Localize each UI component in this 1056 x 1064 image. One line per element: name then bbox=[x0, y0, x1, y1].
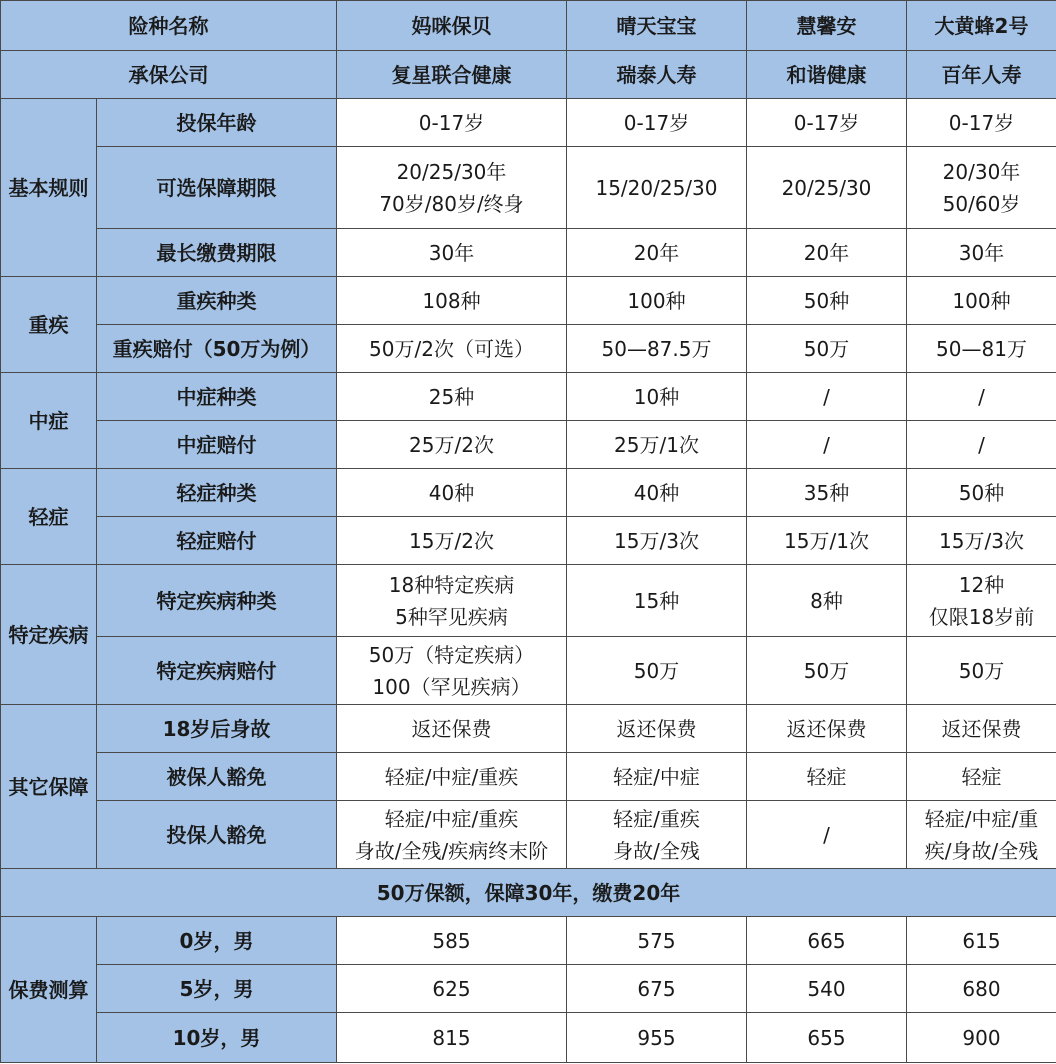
product-name: 慧馨安 bbox=[796, 13, 857, 38]
premium-value-cell bbox=[907, 917, 1056, 965]
row-label-cell bbox=[97, 469, 337, 517]
value-cell bbox=[907, 753, 1056, 801]
premium-value: 815 bbox=[432, 1025, 471, 1050]
product-name: 大黄蜂2号 bbox=[934, 13, 1029, 38]
value-text: 108种 bbox=[422, 288, 481, 313]
premium-value-cell bbox=[337, 1013, 567, 1063]
value-text: 轻症 bbox=[806, 764, 847, 789]
table-row bbox=[1, 869, 1056, 917]
insurer-cell bbox=[747, 51, 907, 99]
row-label: 可选保障期限 bbox=[156, 175, 277, 200]
value-cell bbox=[337, 753, 567, 801]
value-cell bbox=[907, 277, 1056, 325]
value-text: 10种 bbox=[633, 384, 680, 409]
product-name: 妈咪保贝 bbox=[411, 13, 492, 38]
value-cell bbox=[747, 373, 907, 421]
product-name-cell bbox=[747, 1, 907, 51]
value-text: 轻症/中症/重疾 bbox=[384, 764, 519, 789]
premium-value-cell bbox=[747, 965, 907, 1013]
premium-value: 615 bbox=[962, 928, 1001, 953]
value-cell bbox=[747, 421, 907, 469]
premium-value: 540 bbox=[807, 976, 846, 1001]
premium-value-cell bbox=[337, 965, 567, 1013]
value-text: 返还保费 bbox=[616, 716, 697, 741]
premium-value: 675 bbox=[637, 976, 676, 1001]
row-label: 10岁，男 bbox=[172, 1025, 261, 1050]
premium-value: 585 bbox=[432, 928, 471, 953]
value-text: 50万 bbox=[803, 658, 850, 683]
value-text: / bbox=[823, 384, 830, 409]
row-label: 轻症种类 bbox=[176, 480, 257, 505]
value-cell bbox=[907, 469, 1056, 517]
row-label-cell bbox=[97, 705, 337, 753]
table-row bbox=[1, 705, 1056, 753]
table-row bbox=[1, 229, 1056, 277]
table-row bbox=[1, 469, 1056, 517]
insurer-name: 百年人寿 bbox=[941, 62, 1022, 87]
value-cell bbox=[337, 325, 567, 373]
value-cell bbox=[567, 753, 747, 801]
section-label bbox=[1, 705, 97, 869]
value-cell bbox=[747, 801, 907, 869]
premium-value: 655 bbox=[807, 1025, 846, 1050]
row-label-cell bbox=[97, 325, 337, 373]
value-cell bbox=[747, 277, 907, 325]
row-label: 最长缴费期限 bbox=[156, 240, 277, 265]
value-cell bbox=[907, 325, 1056, 373]
insurer-cell bbox=[337, 51, 567, 99]
value-text: 50—87.5万 bbox=[601, 336, 712, 361]
value-text: 0-17岁 bbox=[948, 110, 1015, 135]
product-name-cell bbox=[907, 1, 1056, 51]
header-label: 险种名称 bbox=[128, 13, 209, 38]
premium-value-cell bbox=[337, 917, 567, 965]
row-label-cell bbox=[97, 373, 337, 421]
value-text: / bbox=[978, 432, 985, 457]
section-label bbox=[1, 917, 97, 1063]
value-cell bbox=[567, 469, 747, 517]
insurer-cell bbox=[907, 51, 1056, 99]
value-text: 返还保费 bbox=[411, 716, 492, 741]
row-label-cell bbox=[97, 565, 337, 637]
table-row bbox=[1, 517, 1056, 565]
value-text: 50万 bbox=[958, 658, 1005, 683]
value-text: 0-17岁 bbox=[418, 110, 485, 135]
value-cell bbox=[567, 517, 747, 565]
table-row bbox=[1, 99, 1056, 147]
value-cell bbox=[747, 565, 907, 637]
row-label: 18岁后身故 bbox=[162, 716, 271, 741]
row-label-cell bbox=[97, 801, 337, 869]
premium-value-cell bbox=[747, 1013, 907, 1063]
value-text: 50/60岁 bbox=[942, 191, 1021, 216]
insurer-name: 复星联合健康 bbox=[391, 62, 512, 87]
row-label-cell bbox=[97, 99, 337, 147]
value-cell bbox=[907, 565, 1056, 637]
value-text: 50种 bbox=[958, 480, 1005, 505]
value-cell bbox=[567, 147, 747, 229]
value-cell bbox=[567, 565, 747, 637]
table-row bbox=[1, 147, 1056, 229]
section-name: 轻症 bbox=[28, 504, 69, 529]
insurer-name: 和谐健康 bbox=[786, 62, 867, 87]
value-cell bbox=[907, 99, 1056, 147]
table-row bbox=[1, 965, 1056, 1013]
value-cell bbox=[337, 229, 567, 277]
section-name: 基本规则 bbox=[8, 175, 89, 200]
value-text: 返还保费 bbox=[941, 716, 1022, 741]
product-name-cell bbox=[337, 1, 567, 51]
premium-value-cell bbox=[747, 917, 907, 965]
value-text: 50—81万 bbox=[936, 336, 1027, 361]
row-label-cell bbox=[97, 421, 337, 469]
premium-value: 625 bbox=[432, 976, 471, 1001]
value-cell bbox=[907, 421, 1056, 469]
value-text: 25万/2次 bbox=[409, 432, 494, 457]
value-text: 5种罕见疾病 bbox=[395, 604, 508, 629]
value-text: 20年 bbox=[803, 240, 850, 265]
table-row bbox=[1, 801, 1056, 869]
insurer-label: 承保公司 bbox=[128, 62, 209, 87]
row-label: 特定疾病赔付 bbox=[156, 658, 277, 683]
row-label: 5岁，男 bbox=[179, 976, 254, 1001]
value-cell bbox=[567, 637, 747, 705]
value-text: 15种 bbox=[633, 588, 680, 613]
value-text: 轻症/中症/重 bbox=[924, 806, 1039, 831]
value-cell bbox=[337, 373, 567, 421]
product-name-cell bbox=[567, 1, 747, 51]
value-cell bbox=[747, 99, 907, 147]
value-cell bbox=[567, 325, 747, 373]
insurer-cell bbox=[567, 51, 747, 99]
section-label bbox=[1, 277, 97, 373]
value-text: 50种 bbox=[803, 288, 850, 313]
value-cell bbox=[337, 637, 567, 705]
value-text: 15/20/25/30 bbox=[595, 175, 718, 200]
row-label: 重疾赔付（50万为例） bbox=[112, 336, 321, 361]
value-cell bbox=[907, 517, 1056, 565]
row-label-cell bbox=[97, 637, 337, 705]
value-text: 轻症/重疾 bbox=[613, 806, 700, 831]
value-text: 20年 bbox=[633, 240, 680, 265]
value-cell bbox=[747, 753, 907, 801]
table-row bbox=[1, 1013, 1056, 1063]
section-name: 特定疾病 bbox=[8, 622, 89, 647]
table-row bbox=[1, 51, 1056, 99]
value-text: 轻症/中症/重疾 bbox=[384, 806, 519, 831]
value-text: 40种 bbox=[428, 480, 475, 505]
value-cell bbox=[567, 373, 747, 421]
value-cell bbox=[337, 565, 567, 637]
section-name: 保费测算 bbox=[8, 977, 89, 1002]
value-cell bbox=[337, 517, 567, 565]
row-label-cell bbox=[97, 753, 337, 801]
premium-value: 575 bbox=[637, 928, 676, 953]
value-text: 15万/2次 bbox=[409, 528, 494, 553]
premium-value-cell bbox=[567, 1013, 747, 1063]
premium-value-cell bbox=[567, 917, 747, 965]
value-text: 15万/3次 bbox=[614, 528, 699, 553]
value-cell bbox=[747, 229, 907, 277]
row-label-cell bbox=[97, 917, 337, 965]
insurer-name: 瑞泰人寿 bbox=[616, 62, 697, 87]
row-label: 中症赔付 bbox=[176, 432, 257, 457]
premium-value-cell bbox=[907, 965, 1056, 1013]
value-cell bbox=[337, 801, 567, 869]
premium-value: 680 bbox=[962, 976, 1001, 1001]
value-cell bbox=[337, 99, 567, 147]
value-cell bbox=[907, 229, 1056, 277]
premium-value-cell bbox=[907, 1013, 1056, 1063]
value-cell bbox=[907, 373, 1056, 421]
value-text: / bbox=[823, 822, 830, 847]
insurer-label-cell bbox=[1, 51, 337, 99]
value-text: 身故/全残 bbox=[613, 838, 700, 863]
value-text: 20/25/30年 bbox=[396, 159, 507, 184]
row-label: 中症种类 bbox=[176, 384, 257, 409]
value-cell bbox=[567, 229, 747, 277]
value-cell bbox=[337, 147, 567, 229]
value-cell bbox=[747, 469, 907, 517]
value-cell bbox=[747, 705, 907, 753]
value-text: 仅限18岁前 bbox=[928, 604, 1035, 629]
value-cell bbox=[907, 801, 1056, 869]
table-row bbox=[1, 753, 1056, 801]
row-label: 投保年龄 bbox=[176, 110, 257, 135]
value-text: 轻症/中症 bbox=[613, 764, 700, 789]
premium-value: 955 bbox=[637, 1025, 676, 1050]
value-cell bbox=[567, 99, 747, 147]
value-text: 25种 bbox=[428, 384, 475, 409]
value-text: / bbox=[823, 432, 830, 457]
value-cell bbox=[907, 637, 1056, 705]
table-row bbox=[1, 917, 1056, 965]
value-text: 18种特定疾病 bbox=[388, 572, 515, 597]
value-cell bbox=[337, 469, 567, 517]
value-text: 12种 bbox=[958, 572, 1005, 597]
value-cell bbox=[747, 637, 907, 705]
section-label bbox=[1, 565, 97, 705]
section-name: 重疾 bbox=[28, 312, 69, 337]
premium-value-cell bbox=[567, 965, 747, 1013]
value-text: 50万/2次（可选） bbox=[369, 336, 534, 361]
value-cell bbox=[567, 705, 747, 753]
table-row bbox=[1, 373, 1056, 421]
value-text: 70岁/80岁/终身 bbox=[379, 191, 524, 216]
row-label-cell bbox=[97, 965, 337, 1013]
row-label: 特定疾病种类 bbox=[156, 588, 277, 613]
value-cell bbox=[337, 277, 567, 325]
row-label-cell bbox=[97, 277, 337, 325]
value-cell bbox=[747, 517, 907, 565]
value-text: 返还保费 bbox=[786, 716, 867, 741]
header-cell bbox=[1, 1, 337, 51]
value-cell bbox=[907, 705, 1056, 753]
section-label bbox=[1, 373, 97, 469]
table-row bbox=[1, 565, 1056, 637]
row-label-cell bbox=[97, 1013, 337, 1063]
row-label: 轻症赔付 bbox=[176, 528, 257, 553]
value-text: 0-17岁 bbox=[623, 110, 690, 135]
value-cell bbox=[337, 421, 567, 469]
value-text: 40种 bbox=[633, 480, 680, 505]
section-label bbox=[1, 99, 97, 277]
value-cell bbox=[907, 147, 1056, 229]
value-text: 20/25/30 bbox=[781, 175, 872, 200]
value-text: 50万 bbox=[803, 336, 850, 361]
value-text: / bbox=[978, 384, 985, 409]
value-text: 轻症 bbox=[961, 764, 1002, 789]
value-text: 50万（特定疾病） bbox=[368, 642, 535, 667]
value-text: 50万 bbox=[633, 658, 680, 683]
row-label: 0岁，男 bbox=[179, 928, 254, 953]
value-text: 身故/全残/疾病终末阶 bbox=[354, 838, 549, 863]
section-name: 中症 bbox=[28, 408, 69, 433]
row-label-cell bbox=[97, 147, 337, 229]
row-label-cell bbox=[97, 229, 337, 277]
table-row bbox=[1, 277, 1056, 325]
value-text: 30年 bbox=[958, 240, 1005, 265]
row-label: 重疾种类 bbox=[176, 288, 257, 313]
row-label: 被保人豁免 bbox=[166, 764, 267, 789]
value-cell bbox=[567, 277, 747, 325]
value-cell bbox=[337, 705, 567, 753]
value-cell bbox=[567, 421, 747, 469]
value-text: 100种 bbox=[627, 288, 686, 313]
value-text: 35种 bbox=[803, 480, 850, 505]
premium-value: 900 bbox=[962, 1025, 1001, 1050]
premium-banner-text: 50万保额，保障30年，缴费20年 bbox=[376, 880, 681, 905]
table-row bbox=[1, 1, 1056, 51]
product-name: 晴天宝宝 bbox=[616, 13, 697, 38]
value-text: 15万/1次 bbox=[784, 528, 869, 553]
value-text: 30年 bbox=[428, 240, 475, 265]
value-text: 15万/3次 bbox=[939, 528, 1024, 553]
value-text: 100种 bbox=[952, 288, 1011, 313]
value-text: 8种 bbox=[810, 588, 843, 613]
value-text: 100（罕见疾病） bbox=[372, 674, 531, 699]
value-text: 疾/身故/全残 bbox=[924, 838, 1039, 863]
value-text: 25万/1次 bbox=[614, 432, 699, 457]
section-name: 其它保障 bbox=[8, 774, 89, 799]
premium-value: 665 bbox=[807, 928, 846, 953]
table-row bbox=[1, 421, 1056, 469]
value-cell bbox=[747, 325, 907, 373]
section-label bbox=[1, 469, 97, 565]
value-text: 0-17岁 bbox=[793, 110, 860, 135]
table-row bbox=[1, 637, 1056, 705]
value-text: 20/30年 bbox=[942, 159, 1021, 184]
value-cell bbox=[567, 801, 747, 869]
premium-banner bbox=[1, 869, 1056, 917]
value-cell bbox=[747, 147, 907, 229]
row-label-cell bbox=[97, 517, 337, 565]
table-row bbox=[1, 325, 1056, 373]
row-label: 投保人豁免 bbox=[166, 822, 267, 847]
